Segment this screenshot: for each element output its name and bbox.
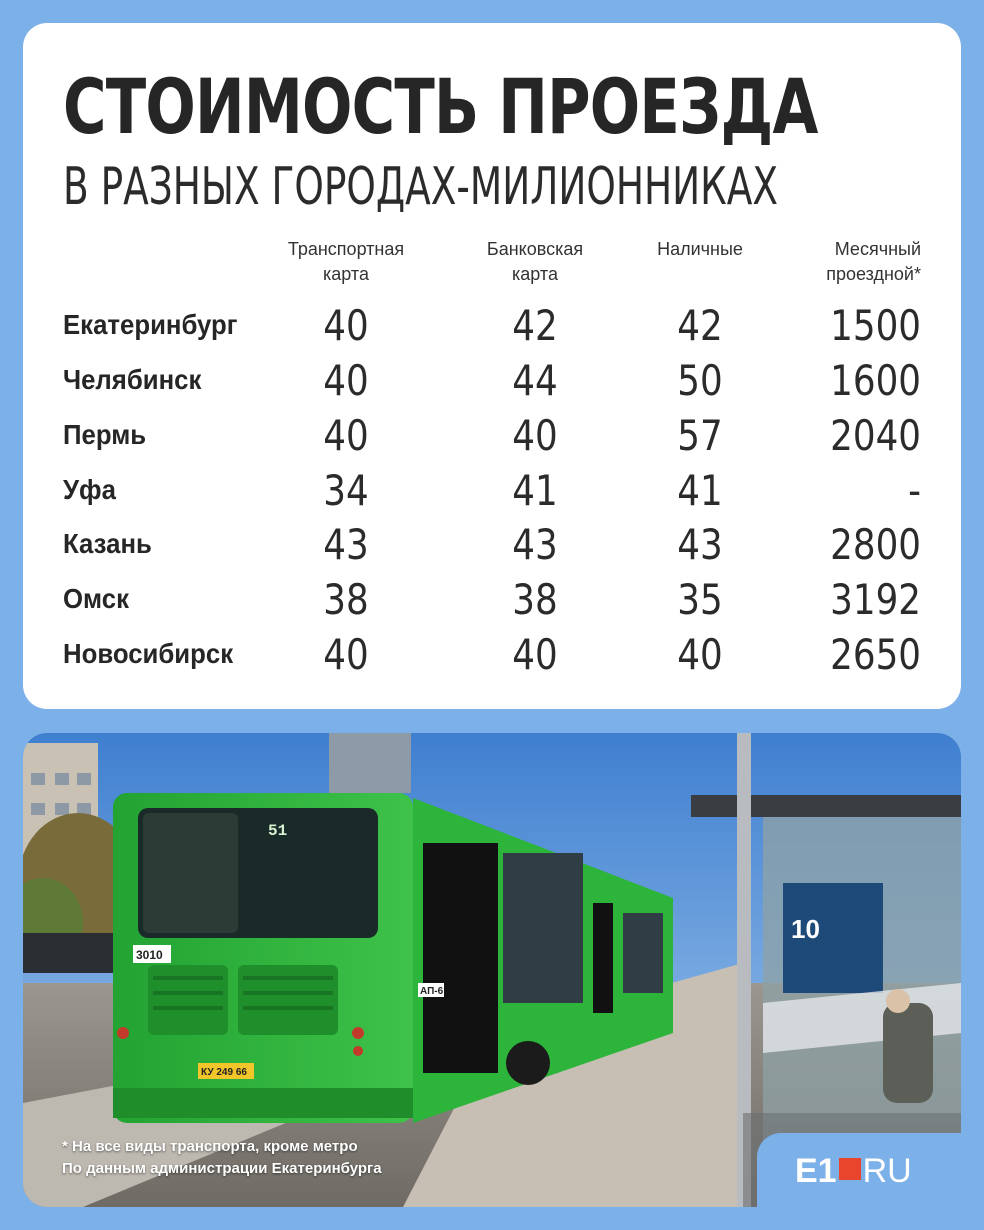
column-header-cash: Наличные (657, 239, 743, 259)
route-number: 51 (268, 822, 288, 840)
table-row (23, 520, 961, 575)
cash-price: 41 (677, 466, 723, 515)
city-name: Омск (63, 583, 129, 614)
city-name: Екатеринбург (63, 309, 238, 340)
footnote (62, 1136, 382, 1180)
bank-card-price: 40 (512, 630, 558, 679)
stop-sign-number: 10 (791, 914, 820, 944)
monthly-pass-price: 1600 (830, 356, 921, 405)
monthly-pass-price: 2040 (830, 411, 921, 460)
city-name: Челябинск (63, 364, 202, 395)
bank-card-price: 44 (512, 356, 558, 405)
bank-card-price: 38 (512, 575, 558, 624)
e1-logo: E1 RU (795, 1152, 912, 1190)
city-name: Пермь (63, 419, 147, 450)
table-row (23, 411, 961, 466)
transport-card-price: 43 (323, 520, 369, 569)
logo-container (757, 1133, 961, 1207)
bank-card-price: 42 (512, 301, 558, 350)
monthly-pass-price: 2800 (830, 520, 921, 569)
transport-card-price: 40 (323, 630, 369, 679)
cash-price: 43 (677, 520, 723, 569)
logo-square-icon (839, 1158, 861, 1180)
monthly-pass-price: 1500 (830, 301, 921, 350)
bank-card-price: 40 (512, 411, 558, 460)
page-title: СТОИМОСТЬ ПРОЕЗДА (63, 62, 818, 151)
table-row (23, 575, 961, 630)
bank-card-price: 41 (512, 466, 558, 515)
column-header-monthly-pass: Месячный проездной* (826, 239, 921, 284)
transport-card-price: 38 (323, 575, 369, 624)
transport-card-price: 40 (323, 411, 369, 460)
city-name: Новосибирск (63, 638, 234, 669)
city-name: Казань (63, 528, 152, 559)
table-row (23, 301, 961, 356)
table-row (23, 630, 961, 685)
cash-price: 35 (677, 575, 723, 624)
license-plate: КУ 249 66 (201, 1067, 247, 1078)
bank-card-price: 43 (512, 520, 558, 569)
monthly-pass-price: 2650 (830, 630, 921, 679)
fleet-number: 3010 (136, 948, 163, 962)
monthly-pass-price: 3192 (830, 575, 921, 624)
table-row (23, 356, 961, 411)
cash-price: 40 (677, 630, 723, 679)
city-name: Уфа (63, 474, 116, 505)
table-row (23, 466, 961, 521)
side-code: АП-6 (420, 986, 444, 997)
cash-price: 57 (677, 411, 723, 460)
monthly-pass-price: - (908, 466, 921, 515)
fare-table-card (23, 23, 961, 709)
footnote-metro-note: * На все виды транспорта, кроме метро (62, 1138, 358, 1155)
transport-card-price: 40 (323, 301, 369, 350)
footnote-source: По данным администрации Екатеринбурга (62, 1160, 382, 1177)
cash-price: 50 (677, 356, 723, 405)
column-header-bank-card: Банковская карта (486, 239, 584, 284)
column-header-transport-card: Транспортная карта (287, 239, 405, 284)
cash-price: 42 (677, 301, 723, 350)
transport-card-price: 34 (323, 466, 369, 515)
page-subtitle: В РАЗНЫХ ГОРОДАХ-МИЛИОННИКАХ (63, 157, 778, 217)
transport-card-price: 40 (323, 356, 369, 405)
